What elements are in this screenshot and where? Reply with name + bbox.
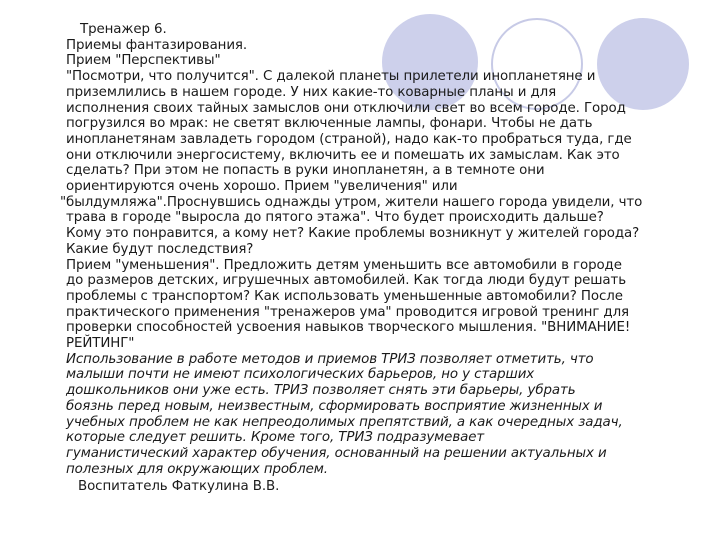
paragraph-2-line: проблемы с транспортом? Как использовать уменьшенные автомобили? После xyxy=(66,288,623,304)
paragraph-1-line: они отключили энергосистему, включить ее и помешать их замыслам. Как это xyxy=(66,147,620,163)
italic-paragraph-line: учебных проблем не как непреодолимых препятствий, а как очередных задач, xyxy=(66,414,623,430)
paragraph-1-line: ориентируются очень хорошо. Прием "увеличения" или xyxy=(66,179,458,195)
italic-paragraph-line: которые следует решить. Кроме того, ТРИЗ подразумевает xyxy=(66,430,485,446)
paragraph-2-line: трава в городе "выросла до пятого этажа". Что будет происходить дальше? xyxy=(66,210,604,226)
paragraph-2-line: практического применения "тренажеров ума" проводится игровой тренинг для xyxy=(66,304,629,320)
paragraph-1-line: погрузился во мрак: не светят включенные лампы, фонари. Чтобы не дать xyxy=(66,116,593,132)
italic-paragraph-line: малыши почти не имеют психологических барьеров, но у старших xyxy=(66,367,535,383)
italic-paragraph-line: Использование в работе методов и приемов ТРИЗ позволяет отметить, что xyxy=(66,351,594,367)
paragraph-1-line: приземлились в нашем городе. У них какие-то коварные планы и для xyxy=(66,84,557,100)
paragraph-2-line: Прием "уменьшения". Предложить детям уменьшить все автомобили в городе xyxy=(66,257,622,273)
paragraph-2-line: Какие будут последствия? xyxy=(66,241,254,257)
signature: Воспитатель Фаткулина В.В. xyxy=(78,479,280,495)
paragraph-2-line: Кому это понравится, а кому нет? Какие проблемы возникнут у жителей города? xyxy=(66,226,640,242)
paragraph-2-line: "былдумляжа".Проснувшись однажды утром, жители нашего города увидели, что xyxy=(60,194,643,210)
paragraph-1-line: инопланетянам завладеть городом (страной), надо как-то пробраться туда, где xyxy=(66,131,632,147)
paragraph-1-line: сделать? При этом не попасть в руки инопланетян, а в темноте они xyxy=(66,163,545,179)
slide-title: Тренажер 6. xyxy=(80,22,167,37)
technique-heading: Прием "Перспективы" xyxy=(66,53,221,69)
italic-paragraph-line: гуманистический характер обучения, основанный на решении актуальных и xyxy=(66,445,607,461)
italic-paragraph-line: боязнь перед новым, неизвестным, сформировать восприятие жизненных и xyxy=(66,398,603,414)
slide-body xyxy=(60,22,690,495)
paragraph-2-line: до размеров детских, игрушечных автомобилей. Как тогда люди будут решать xyxy=(66,273,626,289)
paragraph-2-line: РЕЙТИНГ" xyxy=(66,336,135,352)
slide-subtitle: Приемы фантазирования. xyxy=(66,37,248,53)
paragraph-2-line: проверки способностей усвоения навыков творческого мышления. "ВНИМАНИЕ! xyxy=(66,320,631,336)
paragraph-1-line: исполнения своих тайных замыслов они отключили свет во всем городе. Город xyxy=(66,100,626,116)
paragraph-1-line: "Посмотри, что получится". С далекой планеты прилетели инопланетяне и xyxy=(66,69,596,85)
italic-paragraph-line: полезных для окружающих проблем. xyxy=(66,461,328,477)
italic-paragraph-line: дошкольников они уже есть. ТРИЗ позволяет снять эти барьеры, убрать xyxy=(66,383,576,399)
